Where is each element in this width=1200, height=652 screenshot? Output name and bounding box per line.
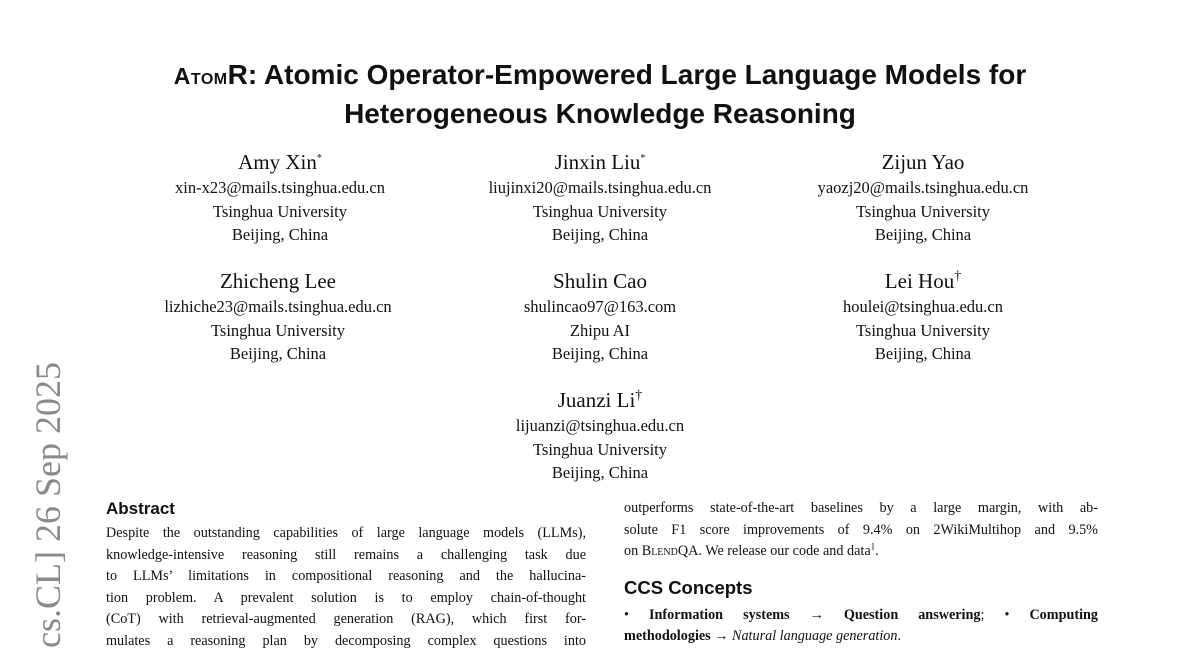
author-location: Beijing, China [435, 461, 765, 485]
author-affiliation: Zhipu AI [435, 319, 765, 343]
body-text-line: solute F1 score improvements of 9.4% on 2WikiMultihop and 9.5% [624, 520, 1098, 542]
author-name: Juanzi Li† [435, 386, 765, 414]
author-email: xin-x23@mails.tsinghua.edu.cn [115, 176, 445, 200]
author-block [113, 267, 443, 366]
footnote-marker[interactable]: 1 [871, 541, 876, 551]
author-email: lizhiche23@mails.tsinghua.edu.cn [113, 295, 443, 319]
arxiv-identifier-sidebar: cs.CL] 26 Sep 2025 [28, 308, 68, 648]
body-text-line: outperforms state-of-the-art baselines by a large margin, with ab- [624, 498, 1098, 520]
author-affiliation: Tsinghua University [435, 200, 765, 224]
author-affiliation: Tsinghua University [115, 200, 445, 224]
author-name: Shulin Cao [435, 267, 765, 295]
abstract-line: to LLMs’ limitations in compositional reasoning and the hallucina- [106, 566, 586, 588]
author-location: Beijing, China [758, 342, 1088, 366]
author-affiliation: Tsinghua University [113, 319, 443, 343]
author-location: Beijing, China [113, 342, 443, 366]
author-affiliation: Tsinghua University [435, 438, 765, 462]
right-column [624, 498, 1098, 648]
paper-title [60, 56, 1140, 133]
abstract-line: (CoT) with retrieval-augmented generation (RAG), which first for- [106, 609, 586, 631]
author-affiliation: Tsinghua University [758, 200, 1088, 224]
ccs-concepts-heading: CCS Concepts [624, 577, 1098, 599]
ccs-line: methodologies → Natural language generation. [624, 626, 1098, 648]
author-block [435, 148, 765, 247]
abstract-line: tion problem. A prevalent solution is to employ chain-of-thought [106, 588, 586, 610]
author-name: Zijun Yao [758, 148, 1088, 176]
abstract-line: Despite the outstanding capabilities of large language models (LLMs), [106, 523, 586, 545]
author-block [758, 148, 1088, 247]
abstract-line: knowledge-intensive reasoning still remains a challenging task due [106, 545, 586, 567]
author-block [435, 267, 765, 366]
body-text-line: on BlendQA. We release our code and data$^1$. [624, 541, 1098, 563]
abstract-heading: Abstract [106, 498, 586, 520]
author-email: shulincao97@163.com [435, 295, 765, 319]
system-name: AtomR [174, 59, 248, 90]
author-name: Lei Hou† [758, 267, 1088, 295]
author-email: lijuanzi@tsinghua.edu.cn [435, 414, 765, 438]
author-name: Amy Xin* [115, 148, 445, 176]
ccs-line: • Information systems → Question answering; • Computing [624, 605, 1098, 627]
abstract-section [106, 498, 586, 652]
author-location: Beijing, China [435, 342, 765, 366]
title-line-1: AtomR: Atomic Operator-Empowered Large Language Models for [60, 56, 1140, 95]
title-line-2: Heterogeneous Knowledge Reasoning [60, 95, 1140, 133]
author-block [435, 386, 765, 485]
abstract-line: mulates a reasoning plan by decomposing complex questions into [106, 631, 586, 652]
dataset-name: BlendQA [642, 543, 699, 559]
author-affiliation: Tsinghua University [758, 319, 1088, 343]
author-location: Beijing, China [435, 223, 765, 247]
author-location: Beijing, China [758, 223, 1088, 247]
author-email: liujinxi20@mails.tsinghua.edu.cn [435, 176, 765, 200]
ccs-concepts-text [624, 605, 1098, 648]
author-name: Jinxin Liu* [435, 148, 765, 176]
author-email: houlei@tsinghua.edu.cn [758, 295, 1088, 319]
author-name: Zhicheng Lee [113, 267, 443, 295]
author-block [758, 267, 1088, 366]
author-location: Beijing, China [115, 223, 445, 247]
author-block [115, 148, 445, 247]
author-email: yaozj20@mails.tsinghua.edu.cn [758, 176, 1088, 200]
